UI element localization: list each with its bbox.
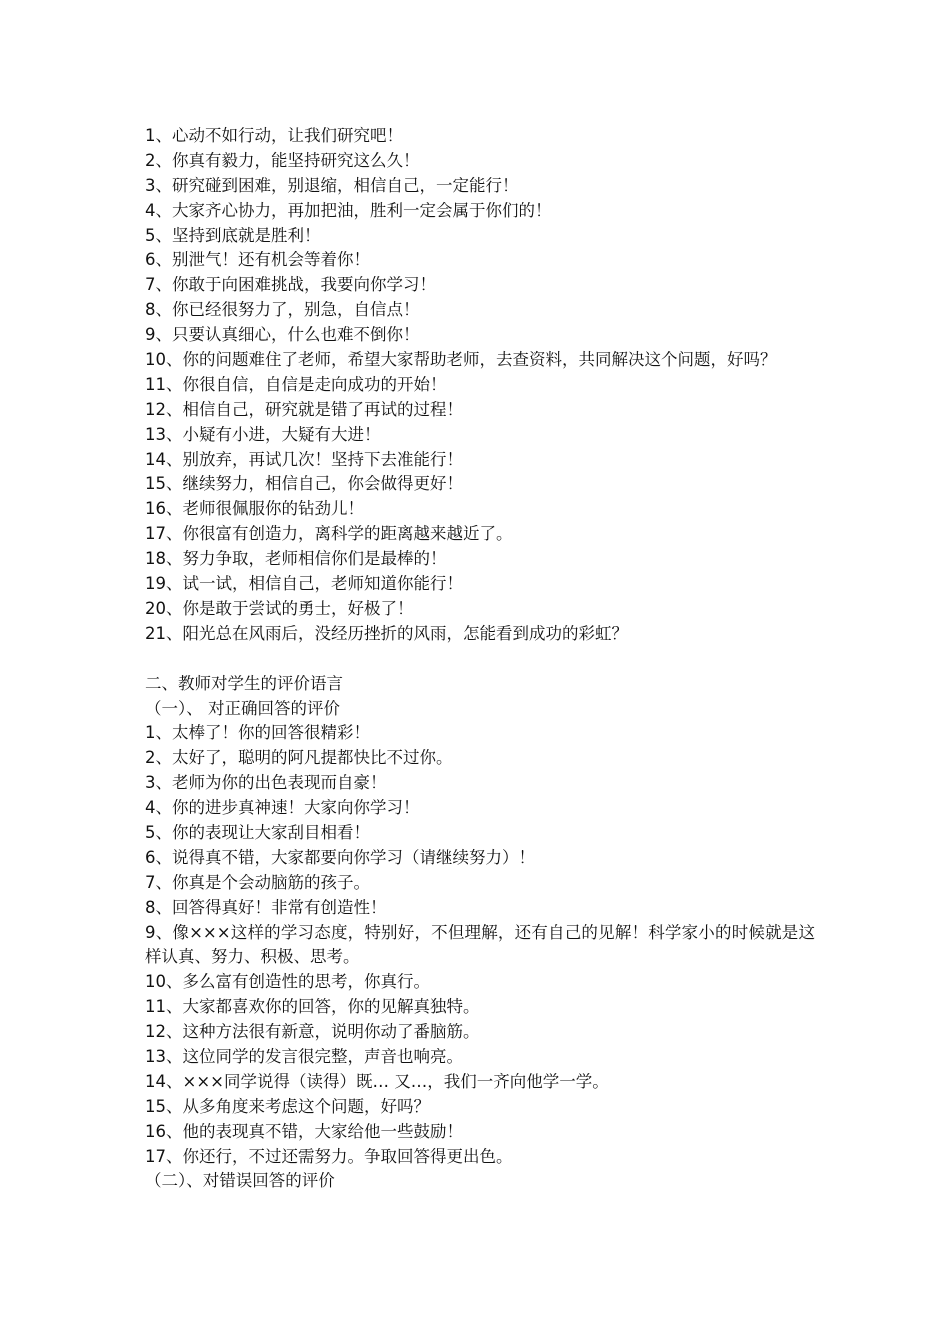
- blank-line: [145, 647, 815, 672]
- list-item: 3、研究碰到困难，别退缩，相信自己，一定能行！: [145, 175, 519, 195]
- list-item: 7、你敢于向困难挑战，我要向你学习！: [145, 275, 436, 295]
- list-item: 1、心动不如行动，让我们研究吧！: [145, 126, 403, 145]
- list-item: 12、相信自己，研究就是错了再试的过程！: [145, 399, 463, 419]
- list-item: 17、你很富有创造力，离科学的距离越来越近了。: [145, 524, 513, 544]
- list-item: 6、别泄气！还有机会等着你！: [145, 250, 370, 270]
- list-item: 7、你真是个会动脑筋的孩子。: [145, 872, 370, 892]
- list-item: 14、×××同学说得（读得）既… 又…，我们一齐向他学一学。: [145, 1071, 609, 1091]
- list-item: 16、他的表现真不错，大家给他一些鼓励！: [145, 1121, 463, 1141]
- list-item: 4、你的进步真神速！大家向你学习！: [145, 798, 420, 818]
- list-item: 9、只要认真细心，什么也难不倒你！: [145, 325, 420, 345]
- list-item: 12、这种方法很有新意，说明你动了番脑筋。: [145, 1022, 480, 1042]
- list-item: 19、试一试，相信自己，老师知道你能行！: [145, 574, 463, 594]
- list-item: 17、你还行，不过还需努力。争取回答得更出色。: [145, 1146, 513, 1166]
- list-item: 13、这位同学的发言很完整，声音也响亮。: [145, 1047, 463, 1066]
- encouragement-list: [145, 124, 815, 647]
- list-item: 6、说得真不错，大家都要向你学习（请继续努力）！: [145, 847, 535, 867]
- list-item: 11、你很自信，自信是走向成功的开始！: [145, 374, 447, 394]
- list-item: 20、你是敢于尝试的勇士，好极了！: [145, 598, 414, 618]
- list-item: 13、小疑有小进，大疑有大进！: [145, 424, 381, 444]
- list-item: 10、多么富有创造性的思考，你真行。: [145, 972, 430, 992]
- list-item: 8、回答得真好！非常有创造性！: [145, 897, 387, 917]
- list-item: 10、你的问题难住了老师，希望大家帮助老师，去查资料，共同解决这个问题，好吗？: [145, 350, 777, 370]
- list-item: 3、老师为你的出色表现而自豪！: [145, 773, 387, 793]
- subsection-heading: （二）、对错误回答的评价: [145, 1171, 335, 1191]
- list-item: 15、继续努力，相信自己，你会做得更好！: [145, 474, 463, 494]
- list-item: 4、大家齐心协力，再加把油，胜利一定会属于你们的！: [145, 200, 552, 220]
- list-item: 21、阳光总在风雨后，没经历挫折的风雨，怎能看到成功的彩虹？: [145, 623, 628, 643]
- subsection-heading: （一）、 对正确回答的评价: [145, 698, 340, 718]
- section-heading: 二、教师对学生的评价语言: [145, 673, 343, 693]
- list-item: 2、你真有毅力，能坚持研究这么久！: [145, 150, 420, 170]
- list-item: 11、大家都喜欢你的回答，你的见解真独特。: [145, 997, 480, 1017]
- list-item: 18、努力争取，老师相信你们是最棒的！: [145, 549, 447, 569]
- list-item: 15、从多角度来考虑这个问题，好吗？: [145, 1096, 430, 1116]
- list-item: 9、像×××这样的学习态度，特别好，不但理解，还有自己的见解！科学家小的时候就是这样认真、努力、积极、思考。: [145, 922, 815, 967]
- list-item: 2、太好了，聪明的阿凡提都快比不过你。: [145, 748, 453, 768]
- list-item: 14、别放弃，再试几次！坚持下去准能行！: [145, 449, 463, 469]
- list-item: 5、你的表现让大家刮目相看！: [145, 822, 370, 842]
- document-page: [145, 124, 815, 1194]
- list-item: 5、坚持到底就是胜利！: [145, 225, 321, 245]
- list-item: 16、老师很佩服你的钻劲儿！: [145, 499, 364, 519]
- section-evaluation: [145, 672, 815, 1195]
- list-item: 1、太棒了！你的回答很精彩！: [145, 723, 370, 743]
- list-item: 8、你已经很努力了，别急，自信点！: [145, 300, 420, 320]
